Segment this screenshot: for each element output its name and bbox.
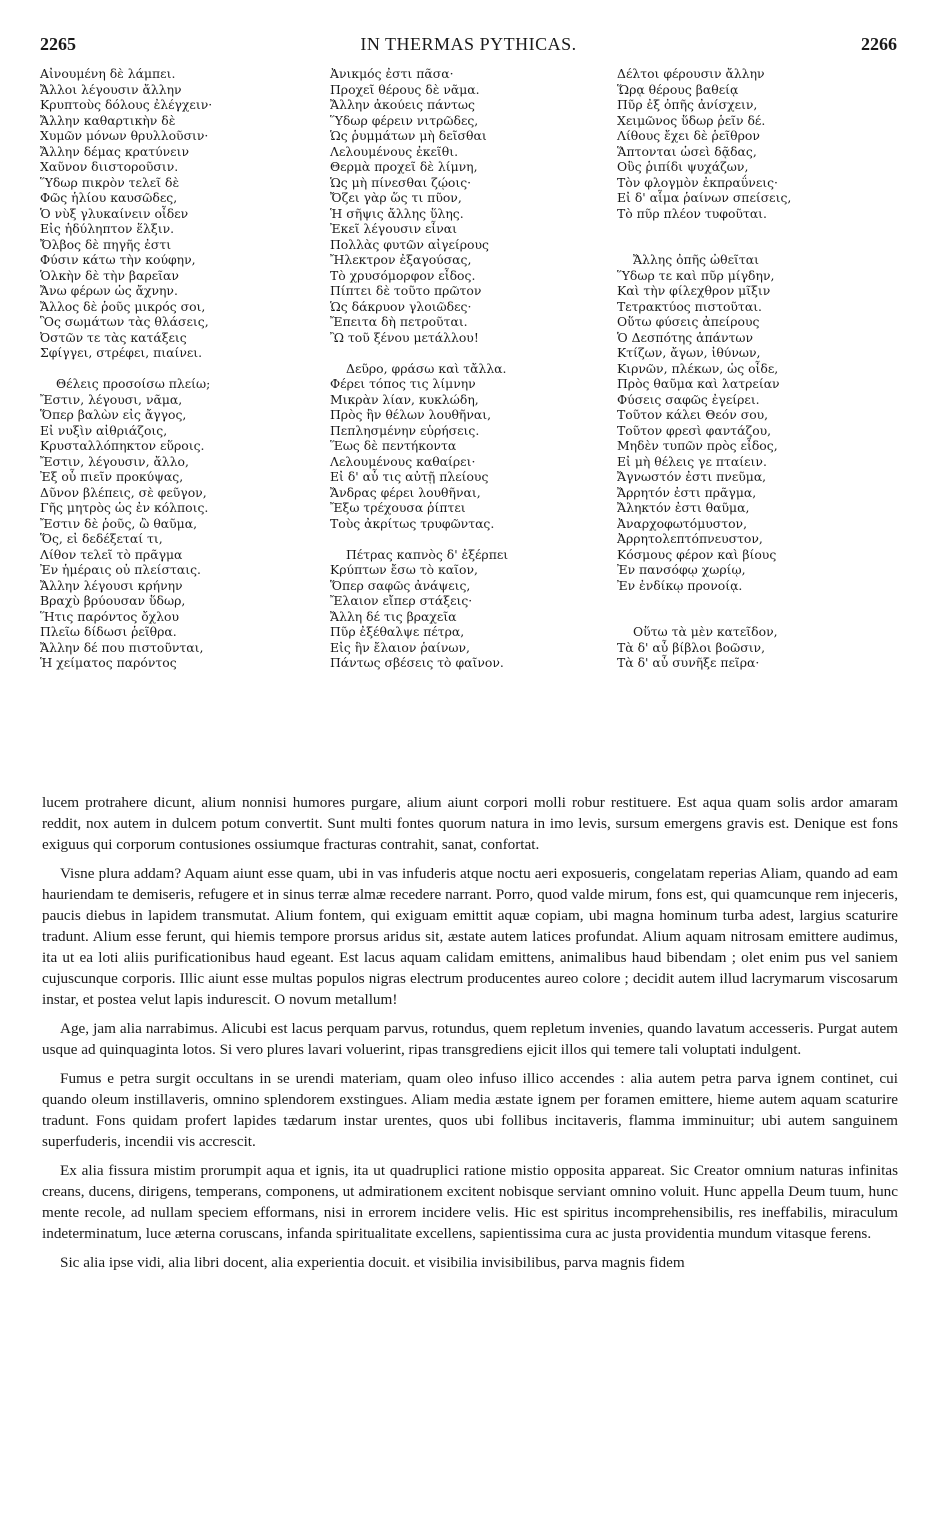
verse-line: Εἰ μὴ θέλεις γε πταίειν. — [617, 453, 767, 469]
verse-line: Λίθον τελεῖ τὸ πρᾶγμα — [40, 546, 183, 562]
latin-paragraph: Visne plura addam? Aquam aiunt esse quam, ubi in vas infuderis atque noctu aeri exposueris, congelatam reperias Aliam, quando ad eam hauriendam te demiseris, refugere et in sinus terræ almæ recedere narrant. Porro, quod valde mirum, fons est, qui quamcunque rem injeceris, paucis diebus in lapidem transmutat. Alium fontem, qui exiguam emittit aquæ copiam, ubi magna hominum turba adest, largius scaturire tradunt. Alium esse ferunt, qui hiemis tempore prorsus aridus sit, æstate autem latices profundat. Alium aquam nitrosam emittere audimus, ita ut ea loti aliis purificationibus haud egeant. Est lacus aquam calidam emittens, animalibus haud bibendam ; olet enim pus vel saniem cujuscunque corporis. Illic aiunt esse multas populos nigras electrum producentes aureo colore ; decidit autem illud lacrymarum viscosarum instar, et postea velut lapis indurescit. O novum metallum! — [42, 865, 898, 1008]
verse-line: Ἔλαιον εἴπερ στάξεις· — [330, 593, 473, 608]
verse-line: Λελουμένους ἐκεῖθι. — [330, 143, 459, 159]
verse-line: Δεῦρο, φράσω καὶ τἄλλα. — [346, 360, 507, 376]
verse-line: Πῦρ ἐξ ὀπῆς ἀνίσχειν, — [617, 97, 758, 112]
verse-line: Κόσμους φέρον καὶ βίους — [617, 546, 777, 562]
verse-line: Ἔστιν, λέγουσι, νᾶμα, — [40, 391, 183, 407]
verse-line: Ἥτις παρόντος ὄχλου — [40, 608, 180, 624]
verse-line: Ὃς σωμάτων τὰς θλάσεις, — [40, 314, 209, 329]
verse-line: Φύσεις σαφῶς ἐγείρει. — [617, 391, 760, 407]
verse-line: Προχεῖ θέρους δὲ νᾶμα. — [330, 81, 480, 97]
verse-line: Εἰς ἣν ἔλαιον ῥαίνων, — [330, 639, 470, 655]
verse-line: Ὥρᾳ θέρους βαθείᾳ — [617, 81, 739, 97]
page-number-left: 2265 — [40, 34, 76, 54]
verse-line: Ἡ χείματος παρόντος — [40, 655, 177, 670]
verse-line: Ἐξ οὗ πιεῖν προκύψας, — [40, 469, 184, 484]
verse-line: Φέρει τόπος τις λίμνην — [330, 376, 476, 391]
verse-line: Εἰς ἡδύληπτον ἕλξιν. — [40, 221, 175, 236]
verse-line: Πέτρας καπνὸς δ' ἐξέρπει — [346, 546, 509, 562]
verse-line: Ὁ νὺξ γλυκαίνειν οἶδεν — [40, 205, 189, 221]
verse-line: Θερμὰ προχεῖ δὲ λίμνη, — [330, 159, 478, 174]
verse-line: Τοῦτον κάλει Θεόν σου, — [617, 407, 769, 422]
verse-line: Χειμῶνος ὕδωρ ῥεῖν δέ. — [617, 112, 766, 128]
running-title: IN THERMAS PYTHICAS. — [360, 34, 577, 54]
verse-line: Τὸν φλογμὸν ἐκπραΰνεις· — [617, 174, 778, 190]
verse-line: Λίθους ἔχει δὲ ῥεῖθρον — [617, 128, 760, 143]
verse-line: Κιρνῶν, πλέκων, ὡς οἶδε, — [617, 360, 779, 376]
verse-line: Ὄλβος δὲ πηγῆς ἐστι — [40, 236, 172, 252]
verse-line: Ἄνδρας φέρει λουθῆναι, — [330, 484, 481, 500]
verse-line: Ὁ Δεσπότης ἁπάντων — [617, 329, 754, 345]
verse-line: Τὸ χρυσόμορφον εἶδος. — [330, 267, 476, 283]
verse-line — [617, 609, 917, 625]
verse-line: Ἅπτονται ὡσεὶ δᾷδας, — [617, 143, 757, 159]
verse-line: Ἕως δὲ πεντήκοντα — [330, 438, 457, 453]
verse-line: Ὅπερ βαλὼν εἰς ἄγγος, — [40, 407, 187, 422]
verse-line: Εἰ δ' αἷμα ῥαίνων σπείσεις, — [617, 190, 792, 205]
latin-paragraph: Ex alia fissura mistim prorumpit aqua et ignis, ita ut quadruplici ratione mistio opposita appareat. Sic Creator omnium naturas infinitas creans, ducens, dirigens, temperans, componens, ut admirationem excitent nobisque serviant omnino voluit. Hunc appella Deum tuum, hunc mente recole, ad nullam speciem efformans, nisi in errorem incidere velis. Hic est spiritus incomprehensibilis, res ineffabilis, miraculum indeterminatum, luce æterna coruscans, infanda spiritualitate excellens, sapientissima cura ac justa providentia mundum vitasque ferens. — [42, 1162, 898, 1242]
verse-line: Ἀρρητολεπτόπνευστον, — [617, 531, 763, 546]
verse-line: Δέλτοι φέρουσιν ἄλλην — [617, 66, 765, 81]
verse-line — [330, 345, 620, 361]
verse-line: Ἄλλην καθαρτικὴν δὲ — [40, 112, 176, 128]
greek-column-1 — [40, 66, 310, 671]
verse-line: Ὢ τοῦ ξένου μετάλλου! — [330, 329, 479, 345]
verse-line: Μηδὲν τυπῶν πρὸς εἶδος, — [617, 438, 778, 453]
verse-line — [617, 237, 917, 253]
verse-line: Ἄλλοι λέγουσιν ἄλλην — [40, 81, 182, 97]
verse-line: Πῦρ ἐξέθαλψε πέτρα, — [330, 624, 465, 639]
latin-paragraph: lucem protrahere dicunt, alium nonnisi humores purgare, alium aiunt corpori molli robur restituere. Est aqua quam solis ardor amaram reddit, nox autem in dulcem potum convertit. Sunt multi fontes quorum natura in imo levis, sursum emergens gravis est. Denique est fons exiguus qui corporum contusiones ossiumque fracturas contrahit, sanat, confortat. — [42, 794, 898, 853]
verse-line: Θέλεις προσοίσω πλείω; — [56, 376, 211, 391]
verse-line: Τοῦτον φρεσὶ φαντάζου, — [617, 422, 772, 438]
verse-line: Ὡς ῥυμμάτων μὴ δεῖσθαι — [330, 128, 487, 143]
verse-line: Μικρὰν λίαν, κυκλώδη, — [330, 391, 479, 407]
verse-line: Κτίζων, ἄγων, ἰθύνων, — [617, 345, 761, 360]
verse-line: Πίπτει δὲ τοῦτο πρῶτον — [330, 283, 482, 298]
verse-line — [617, 593, 917, 609]
latin-translation — [42, 792, 898, 1281]
verse-line: Ὡς δάκρυον γλοιῶδες· — [330, 298, 472, 314]
verse-line: Ἄνω φέρων ὡς ἄχνην. — [40, 283, 178, 298]
verse-line: Ὅς, εἰ δεδέξεταί τι, — [40, 531, 163, 546]
verse-line: Εἰ δ' αὖ τις αὐτῇ πλείους — [330, 469, 489, 484]
verse-line: Γῆς μητρὸς ὡς ἐν κόλποις. — [40, 500, 209, 515]
latin-paragraph: Age, jam alia narrabimus. Alicubi est lacus perquam parvus, rotundus, quem repletum invenies, quando lavatum accesseris. Purgat autem usque ad quinquaginta lotos. Si vero plures lavari voluerint, ripas transgrediens ejicit illos qui temere tali voluptati indulgent. — [42, 1020, 898, 1058]
verse-line: Ἔστιν δὲ ῥοῦς, ὢ θαῦμα, — [40, 515, 198, 531]
verse-line: Ἔπειτα δὴ πετροῦται. — [330, 314, 468, 329]
verse-line: Ἡ σῆψις ἄλλης ὕλης. — [330, 205, 464, 221]
verse-line: Οὕτω τὰ μὲν κατεῖδον, — [633, 624, 778, 639]
verse-line: Τὰ δ' αὖ βίβλοι βοῶσιν, — [617, 639, 766, 655]
verse-line — [617, 221, 917, 237]
verse-line: Κρυπτοὺς δόλους ἐλέγχειν· — [40, 97, 213, 112]
verse-line: Ὕδωρ πικρὸν τελεῖ δὲ — [40, 174, 180, 190]
verse-line: Ἄληκτόν ἐστι θαῦμα, — [617, 500, 750, 515]
verse-line — [40, 361, 310, 377]
verse-line: Ἄλλην λέγουσι κρήνην — [40, 577, 183, 593]
verse-line: Πλεῖω δίδωσι ῥεῖθρα. — [40, 624, 177, 639]
verse-line: Ἄλλην ἀκούεις πάντως — [330, 97, 475, 112]
verse-line: Αἰνουμένη δὲ λάμπει. — [40, 66, 176, 81]
verse-line: Ὁλκὴν δὲ τὴν βαρεῖαν — [40, 267, 179, 283]
verse-line: Φύσιν κάτω τὴν κούφην, — [40, 252, 196, 267]
verse-line: Ἀνικμός ἐστι πᾶσα· — [330, 66, 454, 81]
verse-line: Ἄλλη δέ τις βραχεῖα — [330, 608, 457, 624]
verse-line: Πεπλησμένην εὑρήσεις. — [330, 422, 480, 438]
verse-line: Τὰ δ' αὖ συνῆξε πεῖρα· — [617, 655, 760, 670]
verse-line: Καὶ τὴν φίλεχθρον μῖξιν — [617, 283, 771, 298]
verse-line: Οὕτω φύσεις ἀπείρους — [617, 314, 760, 329]
verse-line: Ὄζει γὰρ ὥς τι πῦον, — [330, 190, 462, 205]
verse-line: Σφίγγει, στρέφει, πιαίνει. — [40, 345, 203, 360]
verse-line: Ἐν ἐνδίκῳ προνοίᾳ. — [617, 577, 743, 593]
verse-line: Κρυσταλλόπηκτον εὕροις. — [40, 438, 205, 453]
page-number-right: 2266 — [861, 34, 897, 54]
verse-line: Ἄγνωστόν ἐστι πνεῦμα, — [617, 469, 767, 484]
verse-line: Λελουμένους καθαίρει· — [330, 453, 476, 469]
verse-line: Ὀστῶν τε τὰς κατάξεις — [40, 329, 187, 345]
verse-line: Ἀναρχοφωτόμυστον, — [617, 515, 748, 531]
verse-line: Πολλὰς φυτῶν αἰγείρους — [330, 236, 489, 252]
verse-line: Τὸ πῦρ πλέον τυφοῦται. — [617, 205, 767, 221]
verse-line: Τετρακτύος πιστοῦται. — [617, 298, 762, 314]
verse-line: Πρὸς θαῦμα καὶ λατρείαν — [617, 376, 780, 391]
verse-line: Ἐκεῖ λέγουσιν εἶναι — [330, 221, 458, 236]
verse-line: Ὅπερ σαφῶς ἀνάψεις, — [330, 577, 471, 593]
verse-line: Ἔστιν, λέγουσιν, ἄλλο, — [40, 453, 189, 469]
verse-line: Τοὺς ἀκρίτως τρυφῶντας. — [330, 515, 495, 531]
verse-line: Πάντως σβέσεις τὸ φαῖνον. — [330, 655, 504, 670]
verse-line: Ἤλεκτρον ἐξαγούσας, — [330, 252, 472, 267]
verse-line: Χαῦνον διιστοροῦσιν. — [40, 159, 179, 174]
verse-line: Ἄλλην δέμας κρατύνειν — [40, 143, 189, 159]
verse-line: Χυμῶν μόνων θρυλλοῦσιν· — [40, 128, 209, 143]
verse-line: Ἐν ἡμέραις οὐ πλείσταις. — [40, 562, 201, 577]
verse-line: Ἄρρητόν ἐστι πρᾶγμα, — [617, 484, 757, 500]
verse-line: Δῦνον βλέπεις, σὲ φεῦγον, — [40, 484, 207, 500]
latin-paragraph: Fumus e petra surgit occultans in se urendi materiam, quam oleo infuso illico accendes : alia autem petra parva ignem continet, cui quando oleum instillaveris, omnino splendorem exstingues. Aliam media æstate ignem per foramen emittere, hieme autem aquam scaturire tradunt. Fons quidam profert lapides tædarum instar urentes, quos ubi follibus incitaveris, flamma imminuitur; ubi autem sanguinem superfuderis, incendii vis accrescit. — [42, 1070, 898, 1150]
verse-line: Φῶς ἡλίου καυσῶδες, — [40, 190, 178, 205]
verse-line: Κρύπτων ἔσω τὸ καῖον, — [330, 562, 478, 577]
verse-line: Βραχὺ βρύουσαν ὕδωρ, — [40, 593, 186, 608]
verse-line: Ἄλλης ὀπῆς ὠθεῖται — [633, 252, 759, 267]
verse-line — [330, 531, 620, 547]
verse-line: Ὕδωρ φέρειν νιτρῶδες, — [330, 112, 479, 128]
verse-line: Πρὸς ἣν θέλων λουθῆναι, — [330, 407, 492, 422]
verse-line: Ἔξω τρέχουσα ῥίπτει — [330, 500, 466, 515]
greek-column-3 — [617, 66, 917, 671]
verse-line: Ὡς μὴ πίνεσθαι ζῴοις· — [330, 174, 472, 190]
greek-verse-columns — [40, 66, 910, 786]
verse-line: Ὕδωρ τε καὶ πῦρ μίγδην, — [617, 267, 775, 283]
greek-column-2 — [330, 66, 620, 671]
running-header — [40, 34, 897, 60]
latin-paragraph: Sic alia ipse vidi, alia libri docent, alia experientia docuit. et visibilia invisibilibus, parva magnis fidem — [60, 1254, 685, 1271]
verse-line: Εἰ νυξὶν αἰθριάζοις, — [40, 422, 168, 438]
verse-line: Ἐν πανσόφῳ χωρίῳ, — [617, 562, 746, 577]
verse-line: Ἄλλος δὲ ῥοῦς μικρός σοι, — [40, 298, 206, 314]
verse-line: Ἄλλην δέ που πιστοῦνται, — [40, 639, 204, 655]
verse-line: Οὓς ῥιπίδι ψυχάζων, — [617, 159, 749, 174]
